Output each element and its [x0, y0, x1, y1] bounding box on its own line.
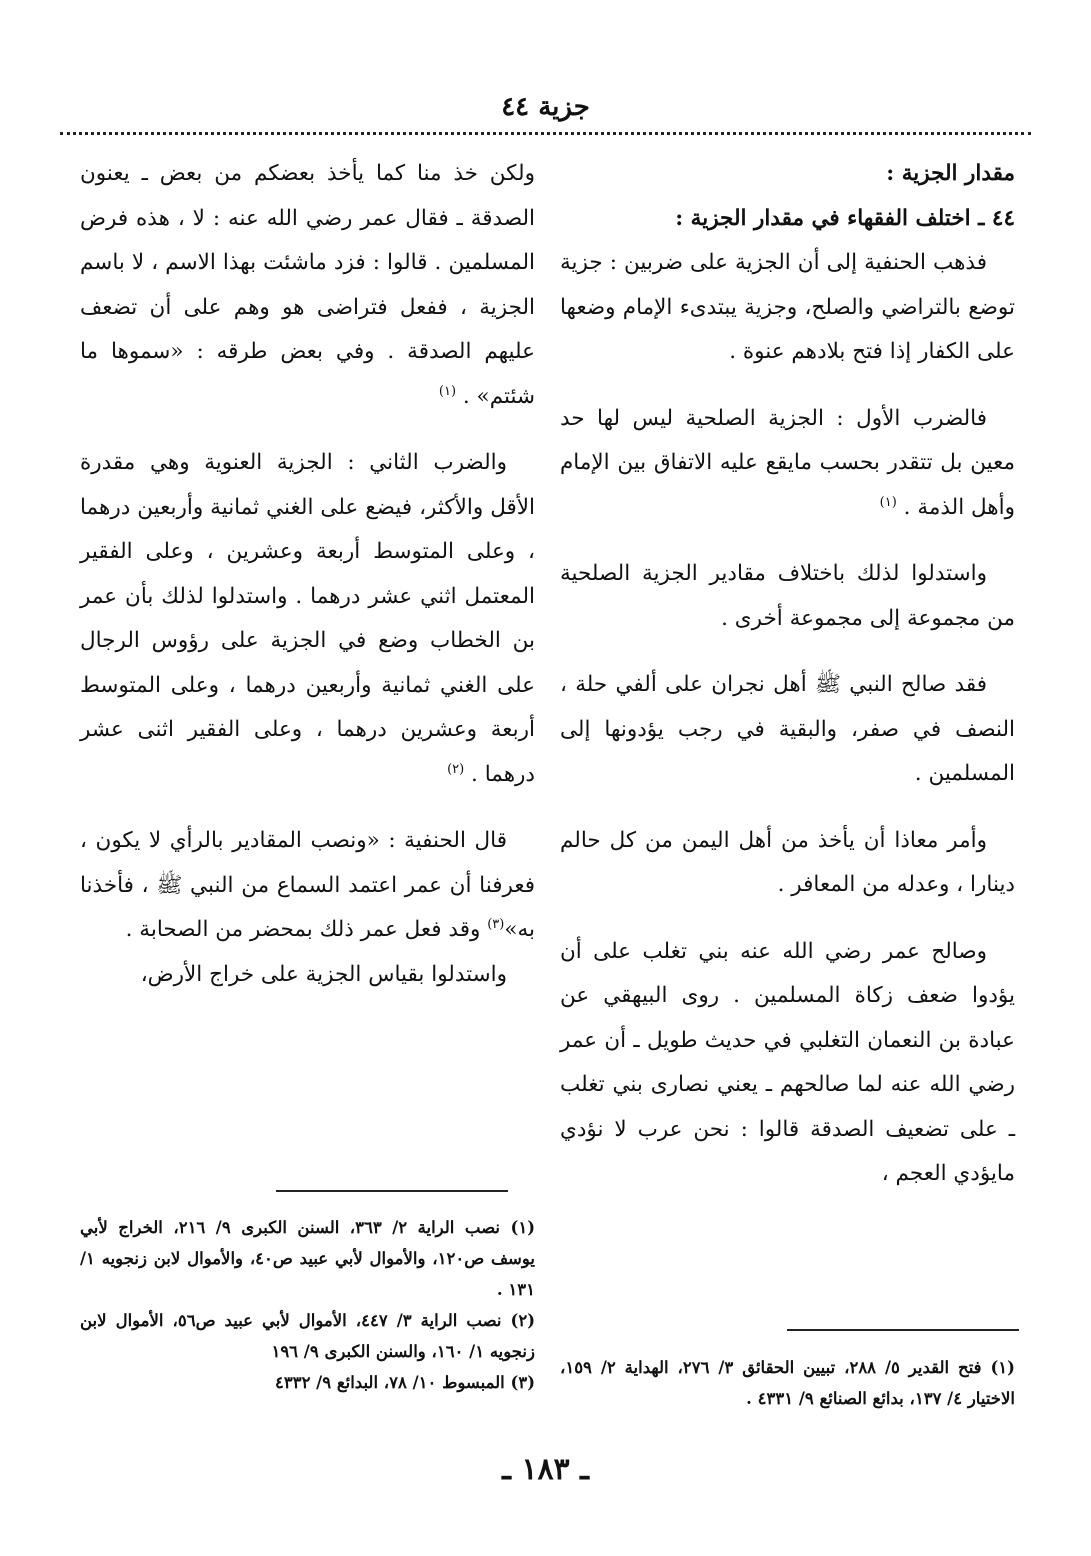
page-header: [60, 92, 1031, 122]
paragraph-text: فالضرب الأول : الجزية الصلحية ليس لها حد معين بل تتقدر بحسب مايقع عليه الاتفاق بين الإمام وأهل الذمة .: [560, 405, 1015, 520]
section-heading: مقدار الجزية :: [886, 161, 1015, 186]
header-title: جزية ٤٤: [501, 92, 590, 122]
paragraph-text: قال الحنفية : «ونصب المقادير بالرأي لا يكون ، فعرفنا أن عمر اعتمد السماع من النبي ﷺ ، فأخذنا به»: [80, 828, 535, 942]
paragraph: واستدلوا لذلك باختلاف مقادير الجزية الصلحية من مجموعة إلى مجموعة أخرى .: [560, 561, 1015, 631]
paragraph-text: والضرب الثاني : الجزية العنوية وهي مقدرة الأقل والأكثر، فيضع على الغني ثمانية وأربعين درهما ، وعلى المتوسط أربعة وعشرين ، وعلى الفقير المعتمل اثني عشر درهما . واستدلوا لذلك بأن عمر بن الخطاب وضع في الجزية على رؤوس الرجال على الغني ثمانية وأربعين درهما ، وعلى المتوسط أربعة وعشرين درهما ، وعلى الفقير اثنى عشر درهما .: [80, 450, 535, 787]
footnote-divider: [276, 1190, 508, 1192]
section-subheading: ٤٤ ـ اختلف الفقهاء في مقدار الجزية :: [675, 205, 1015, 231]
paragraph: [80, 152, 535, 419]
paragraph: [560, 397, 1015, 531]
footnote: (١) نصب الراية ٢/ ٣٦٣، السنن الكبرى ٩/ ٢١٦، الخراج لأبي يوسف ص١٢٠، والأموال لأبي عبيد ص٤٠، والأموال لابن زنجويه ١/ ١٣١ .: [80, 1218, 535, 1299]
paragraph: [80, 819, 535, 953]
paragraph: وصالح عمر رضي الله عنه بني تغلب على أن يؤدوا ضعف زكاة المسلمين . روى البيهقي عن عبادة بن النعمان التغلبي في حديث طويل ـ أن عمر رضي الله عنه لما صالحهم ـ يعني نصارى بني تغلب ـ على تضعيف الصدقة قالوا : نحن عرب لا نؤدي مايؤدي العجم ،: [560, 938, 1015, 1186]
footnote-divider: [787, 1329, 1019, 1331]
paragraph: [80, 441, 535, 797]
paragraph-text: وقد فعل عمر ذلك بمحضر من الصحابة .: [125, 917, 488, 942]
footnote: (١) فتح القدير ٥/ ٢٨٨، تبيين الحقائق ٣/ ٢٧٦، الهداية ٢/ ١٥٩، الاختيار ٤/ ١٣٧، بدائع الصنائع ٩/ ٤٣٣١ .: [560, 1358, 1015, 1408]
right-column: [560, 152, 1015, 1197]
left-column: [80, 152, 535, 997]
paragraph: فذهب الحنفية إلى أن الجزية على ضربين : جزية توضع بالتراضي والصلح، وجزية يبتدىء الإمام وضعها على الكفار إذا فتح بلادهم عنوة .: [560, 250, 1015, 364]
paragraph: واستدلوا بقياس الجزية على خراج الأرض،: [140, 961, 507, 987]
footnote: (٢) نصب الراية ٣/ ٤٤٧، الأموال لأبي عبيد ص٥٦، الأموال لابن زنجويه ١/ ١٦٠، والسنن الكبرى ٩/ ١٩٦: [80, 1311, 535, 1361]
footnote-ref: (٢): [447, 761, 465, 777]
footnote-ref: (١): [879, 494, 897, 510]
footnote: (٣) المبسوط ١٠/ ٧٨، البدائع ٩/ ٤٣٣٢: [274, 1373, 535, 1392]
footnotes-right: [560, 1352, 1015, 1414]
paragraph: وأمر معاذا أن يأخذ من أهل اليمن من كل حالم دينارا ، وعدله من المعافر .: [560, 827, 1015, 897]
paragraph: فقد صالح النبي ﷺ أهل نجران على ألفي حلة ، النصف في صفر، والبقية في رجب يؤدونها إلى المسلمين .: [560, 672, 1015, 786]
footnote-ref: (٣): [487, 916, 505, 932]
paragraph-text: ولكن خذ منا كما يأخذ بعضكم من بعض ـ يعنون الصدقة ـ فقال عمر رضي الله عنه : لا ، هذه فرض المسلمين . قالوا : فزد ماشئت بهذا الاسم ، لا باسم الجزية ، ففعل فتراضى هو وهم على أن تضعف عليهم الصدقة . وفي بعض طرقه : «سموها ما شئتم» .: [80, 161, 535, 409]
footnotes-left: [80, 1212, 535, 1398]
header-rule: [60, 132, 1031, 135]
page-number: ـ ١٨٣ ـ: [502, 1452, 589, 1487]
footnote-ref: (١): [438, 383, 457, 399]
